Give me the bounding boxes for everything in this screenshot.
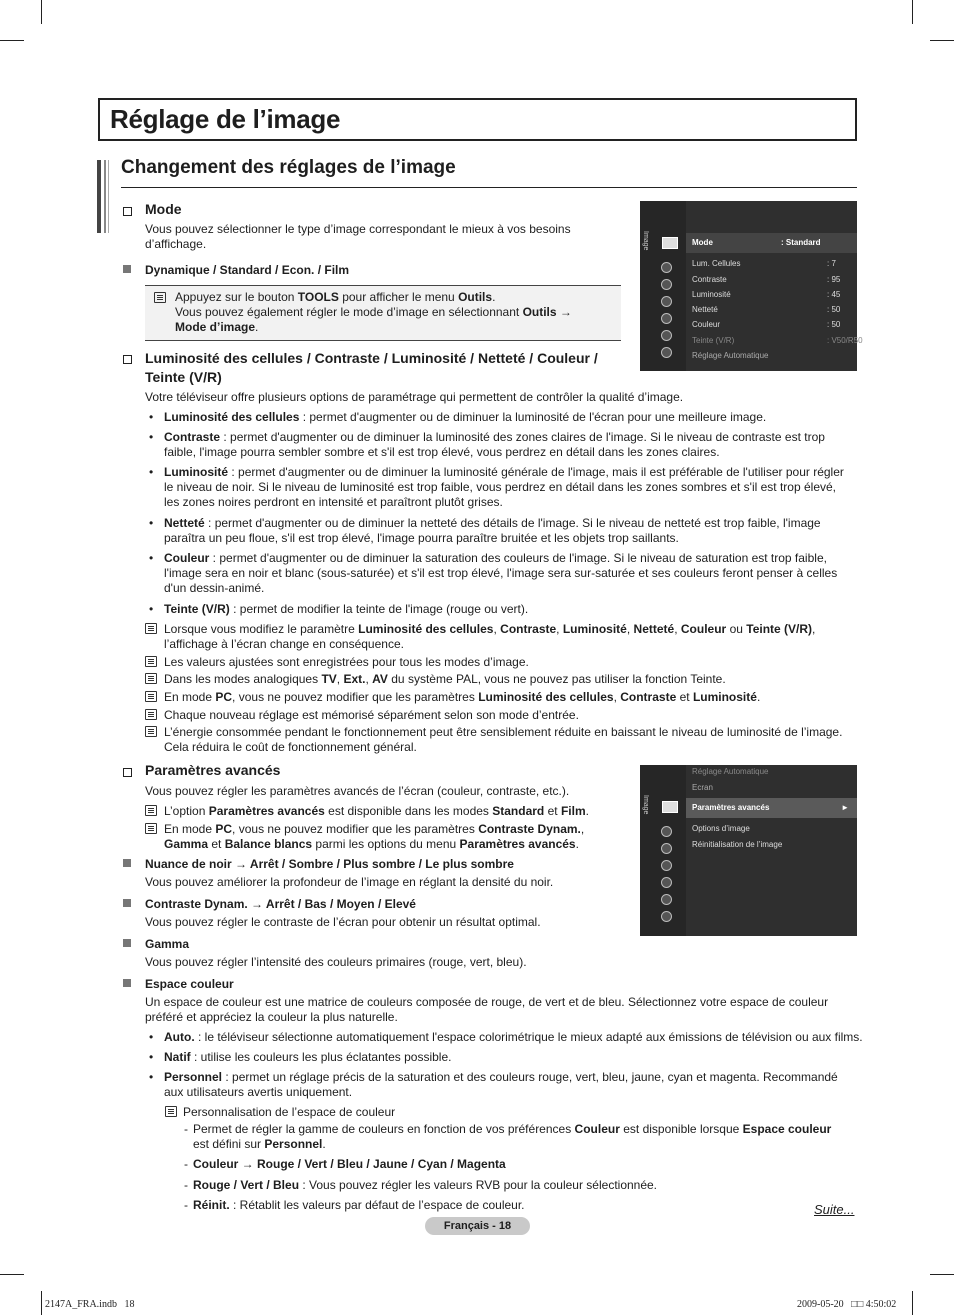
note-icon <box>154 292 166 303</box>
osd-row[interactable]: Luminosité <box>692 290 731 299</box>
lum-note-5: Chaque nouveau réglage est mémorisé séparément selon son mode d’entrée. <box>164 708 579 722</box>
square-bullet <box>123 979 131 987</box>
note-icon <box>145 623 157 634</box>
section-bar <box>97 160 101 233</box>
adv-s2-head: Contraste Dynam. → Arrêt / Bas / Moyen / Elevé <box>145 897 416 911</box>
crop-mark <box>930 40 954 41</box>
square-bullet <box>123 859 131 867</box>
adv-desc: Vous pouvez régler les paramètres avancés de l’écran (couleur, contraste, etc.). <box>145 784 570 798</box>
bullet: • <box>149 465 154 479</box>
custom-dash-4: Réinit. : Rétablit les valeurs par défaut de l’espace de couleur. <box>193 1198 525 1212</box>
osd-row-value: : V50/R50 <box>827 336 863 345</box>
color-bullet-2: Natif : utilise les couleurs les plus éclatantes possible. <box>164 1050 452 1064</box>
osd-rows <box>686 201 863 371</box>
osd-row[interactable]: Réglage Automatique <box>692 351 769 360</box>
crop-mark <box>0 1274 24 1275</box>
checkbox-bullet <box>123 207 132 216</box>
checkbox-bullet <box>123 355 132 364</box>
setup-icon <box>661 860 672 871</box>
lum-note-1: Lorsque vous modifiez le paramètre Luminosité des cellules, Contraste, Luminosité, Netteté, Couleur ou Teinte (V/R), l’affichage à l’écran change en conséquence. <box>164 622 816 651</box>
bullet: • <box>149 551 154 565</box>
osd-row[interactable]: Ecran <box>692 783 713 792</box>
bullet: • <box>149 410 154 424</box>
osd-row[interactable]: Couleur <box>692 320 721 329</box>
adv-note-1: L’option Paramètres avancés est disponible dans les modes Standard et Film. <box>164 804 589 818</box>
osd-row[interactable]: Options d’image <box>692 824 750 833</box>
picture-icon <box>662 801 678 813</box>
bullet: • <box>149 516 154 530</box>
bullet: • <box>149 1030 154 1044</box>
tip-box <box>145 285 621 341</box>
page-title-box <box>98 98 857 141</box>
custom-dash-3: Rouge / Vert / Bleu : Vous pouvez régler les valeurs RVB pour la couleur sélectionnée. <box>193 1178 658 1192</box>
mode-heading: Mode <box>145 201 182 217</box>
lum-note-4: En mode PC, vous ne pouvez modifier que les paramètres Luminosité des cellules, Contraste et Luminosité. <box>164 690 761 704</box>
page-title: Réglage de l’image <box>110 104 341 134</box>
custom-dash-2: Couleur → Rouge / Vert / Bleu / Jaune / Cyan / Magenta <box>193 1157 506 1171</box>
osd-side-label: Image <box>642 231 649 251</box>
dash: - <box>184 1198 188 1212</box>
section-bar <box>108 160 109 233</box>
square-bullet <box>123 899 131 907</box>
osd-row-value: : 50 <box>827 320 841 329</box>
adv-s1-desc: Vous pouvez améliorer la profondeur de l’image en réglant la densité du noir. <box>145 875 554 889</box>
note-icon <box>145 656 157 667</box>
note-icon <box>165 1106 177 1117</box>
custom-dash-1: Permet de régler la gamme de couleurs en fonction de vos préférences Couleur est disponible lorsque Espace couleur est défini sur Personnel. <box>193 1122 832 1151</box>
mode-desc: Vous pouvez sélectionner le type d’image correspondant le mieux à vos besoins d’affichage. <box>145 222 571 251</box>
adv-s3-desc: Vous pouvez régler l’intensité des couleurs primaires (rouge, vert, bleu). <box>145 955 527 969</box>
application-icon <box>661 330 672 341</box>
osd-row[interactable]: Lum. Cellules <box>692 259 741 268</box>
osd-picture-menu <box>640 201 863 371</box>
sound-icon <box>661 262 672 273</box>
osd-side-label: Image <box>642 795 649 815</box>
adv-note-2: En mode PC, vous ne pouvez modifier que les paramètres Contraste Dynam., Gamma et Balance blancs parmi les options du menu Paramètres avancés. <box>164 822 585 851</box>
crop-mark <box>41 1291 42 1315</box>
adv-s2-desc: Vous pouvez régler le contraste de l’écran pour obtenir un résultat optimal. <box>145 915 541 929</box>
dash: - <box>184 1178 188 1192</box>
osd-row[interactable]: Réinitialisation de l’image <box>692 840 783 849</box>
setup-icon <box>661 296 672 307</box>
crop-mark <box>912 1291 913 1315</box>
lum-bullet-4: Netteté : permet d'augmenter ou de diminuer la netteté des détails de l'image. Si le niveau de netteté est trop faible, l'image paraîtra un peu floue, s'il est trop élevé, l'image pourra paraître bruitée et les objets trop saillants. <box>164 516 821 545</box>
lum-note-2: Les valeurs ajustées sont enregistrées pour tous les modes d’image. <box>164 655 529 669</box>
section-bar <box>104 160 106 233</box>
color-bullet-1: Auto. : le téléviseur sélectionne automatiquement l'espace colorimétrique le mieux adapté aux émissions de télévision ou aux films. <box>164 1030 863 1044</box>
osd-row[interactable]: Réglage Automatique <box>692 767 769 776</box>
lum-bullet-1: Luminosité des cellules : permet d'augmenter ou de diminuer la luminosité de l'écran pour une meilleure image. <box>164 410 767 424</box>
square-bullet <box>123 939 131 947</box>
note-icon <box>145 823 157 834</box>
dash: - <box>184 1157 188 1171</box>
osd-sidebar <box>640 765 686 936</box>
bullet: • <box>149 1050 154 1064</box>
osd-row[interactable]: Contraste <box>692 275 727 284</box>
adv-heading: Paramètres avancés <box>145 762 281 778</box>
picture-icon <box>662 237 678 249</box>
crop-mark <box>912 0 913 24</box>
custom-note: Personnalisation de l’espace de couleur <box>183 1105 396 1119</box>
osd-row[interactable]: Teinte (V/R) <box>692 336 735 345</box>
lum-bullet-6: Teinte (V/R) : permet de modifier la teinte de l'image (rouge ou vert). <box>164 602 529 616</box>
dash: - <box>184 1122 188 1136</box>
support-icon <box>661 911 672 922</box>
support-icon <box>661 347 672 358</box>
bullet: • <box>149 602 154 616</box>
lum-bullet-5: Couleur : permet d'augmenter ou de diminuer la saturation des couleurs de l'image. Si le niveau de saturation est trop faible, l'image sera en noir et blanc (sous-saturée) et s'il est trop élevé, l'image sera sur-saturée et ses couleurs feront penser à celles d'un dessin-animé. <box>164 551 838 595</box>
lum-note-6: L’énergie consommée pendant le fonctionnement peut être sensiblement réduite en baissant le niveau de luminosité de l’image. Cela réduira le coût de fonctionnement général. <box>164 725 843 754</box>
input-icon <box>661 313 672 324</box>
section-divider <box>121 187 857 188</box>
page-number: Français - 18 <box>425 1217 530 1235</box>
file-info: 2147A_FRA.indb 18 <box>45 1299 135 1310</box>
section-title: Changement des réglages de l’image <box>121 157 456 178</box>
osd-selected-row[interactable]: Paramètres avancés ► <box>686 798 857 818</box>
lum-heading: Luminosité des cellules / Contraste / Luminosité / Netteté / Couleur / Teinte (V/R) <box>145 350 598 385</box>
crop-mark <box>41 0 42 24</box>
mode-options: Dynamique / Standard / Econ. / Film <box>145 263 350 277</box>
osd-advanced-menu <box>640 765 857 936</box>
tip-text: Appuyez sur le bouton TOOLS pour afficher le menu Outils. Vous pouvez également régler le mode d’image en sélectionnant Outils → Mode d’image. <box>175 290 572 334</box>
osd-selected-row[interactable]: Mode : Standard <box>686 233 857 253</box>
channel-icon <box>661 843 672 854</box>
note-icon <box>145 805 157 816</box>
sound-icon <box>661 826 672 837</box>
date-info: 2009-05-20 □□ 4:50:02 <box>797 1299 897 1310</box>
note-icon <box>145 691 157 702</box>
suite-label: Suite... <box>814 1202 855 1217</box>
note-icon <box>145 673 157 684</box>
application-icon <box>661 894 672 905</box>
channel-icon <box>661 279 672 290</box>
input-icon <box>661 877 672 888</box>
lum-bullet-3: Luminosité : permet d'augmenter ou de diminuer la luminosité générale de l'image, mais il est préférable de l'utiliser pour régler le niveau de noir. Si le niveau de luminosité est trop faible, vous perdrez en détail dans les zones sombres et s'il est trop élevé, les zones noires perdront en intensité et paraîtront plutôt grises. <box>164 465 844 509</box>
square-bullet <box>123 265 131 273</box>
checkbox-bullet <box>123 768 132 777</box>
note-icon <box>145 726 157 737</box>
lum-bullet-2: Contraste : permet d'augmenter ou de diminuer la luminosité des zones claires de l'image. Si le niveau de contraste est trop faible, l'image pourra sembler sombre et s'il est trop élevé, vous perdrez en détail dans les zones claires. <box>164 430 825 459</box>
adv-s1-head: Nuance de noir → Arrêt / Sombre / Plus sombre / Le plus sombre <box>145 857 514 871</box>
osd-row-value: : 45 <box>827 290 841 299</box>
osd-rows <box>686 765 857 936</box>
adv-s4-head: Espace couleur <box>145 977 234 991</box>
color-bullet-3: Personnel : permet un réglage précis de la saturation et des couleurs rouge, vert, bleu, jaune, cyan et magenta. Recommandé aux utilisateurs avertis uniquement. <box>164 1070 838 1099</box>
osd-row-value: : 7 <box>827 259 836 268</box>
crop-mark <box>0 40 24 41</box>
bullet: • <box>149 1070 154 1084</box>
lum-note-3: Dans les modes analogiques TV, Ext., AV du système PAL, vous ne pouvez pas utiliser la fonction Teinte. <box>164 672 726 686</box>
osd-row[interactable]: Netteté <box>692 305 718 314</box>
osd-row-value: : 95 <box>827 275 841 284</box>
bullet: • <box>149 430 154 444</box>
osd-sidebar <box>640 201 686 371</box>
adv-s3-head: Gamma <box>145 937 190 951</box>
crop-mark <box>930 1274 954 1275</box>
lum-intro: Votre téléviseur offre plusieurs options de paramétrage qui permettent de contrôler la qualité d’image. <box>145 390 684 404</box>
note-icon <box>145 709 157 720</box>
adv-s4-desc: Un espace de couleur est une matrice de couleurs composée de rouge, de vert et de bleu. Sélectionnez votre espace de couleur préféré et appréciez la couleur la plus naturelle. <box>145 995 829 1024</box>
arrow-right-icon: ► <box>841 803 849 812</box>
osd-row-value: : 50 <box>827 305 841 314</box>
